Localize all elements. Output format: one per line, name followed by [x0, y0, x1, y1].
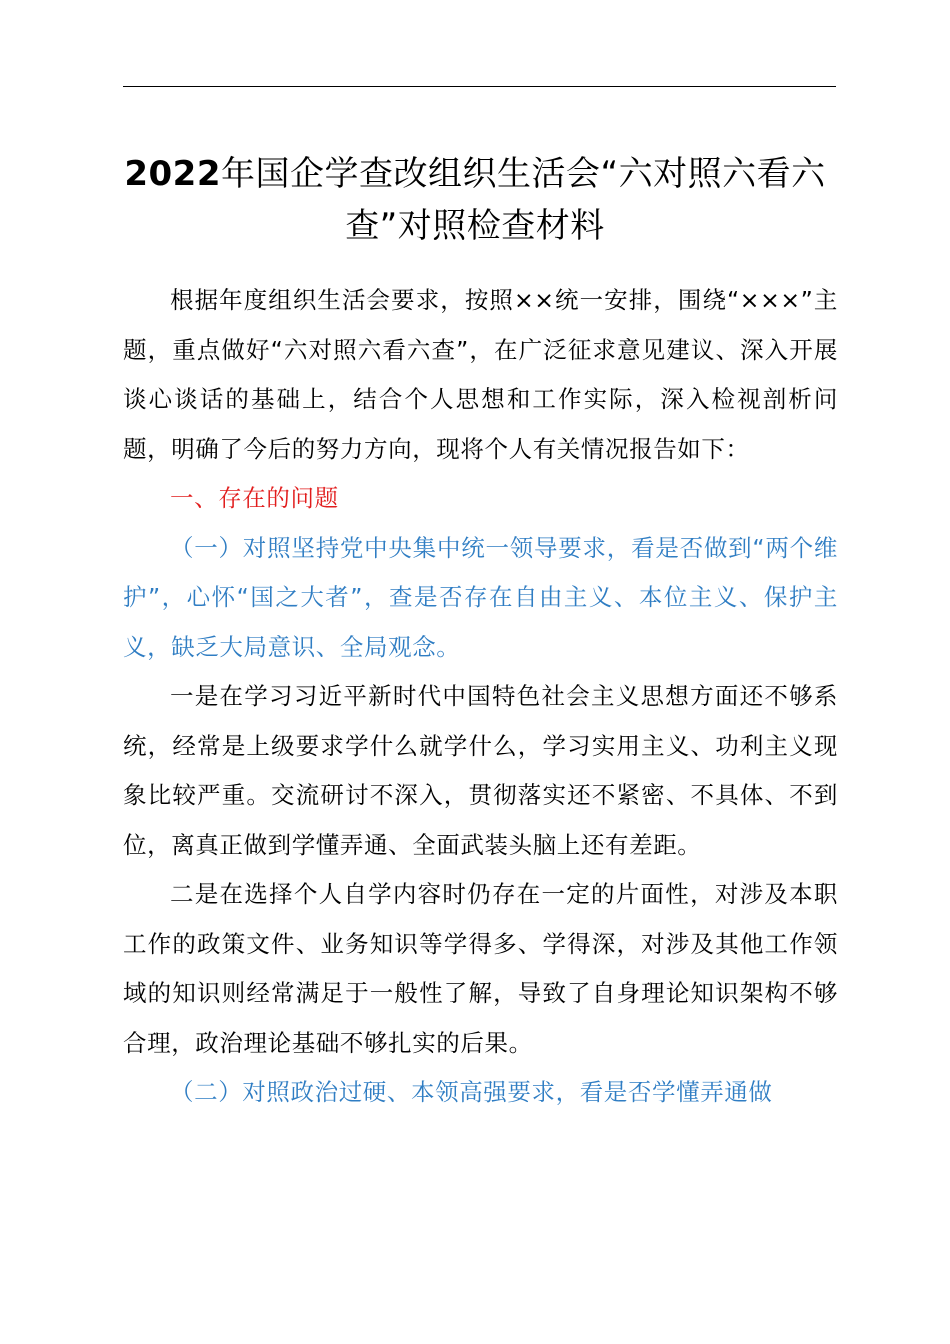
title-text: 年国企学查改组织生活会“六对照六看六查”对照检查材料	[221, 154, 826, 246]
title-year: 2022	[124, 154, 221, 194]
document-body	[123, 276, 838, 1118]
document-title	[100, 148, 850, 252]
intro-paragraph: 根据年度组织生活会要求，按照××统一安排，围绕“×××”主题，重点做好“六对照六看六查”，在广泛征求意见建议、深入开展谈心谈话的基础上，结合个人思想和工作实际，深入检视剖析问题，明确了今后的努力方向，现将个人有关情况报告如下：	[123, 286, 838, 463]
subsection-heading-2: （二）对照政治过硬、本领高强要求，看是否学懂弄通做	[170, 1078, 773, 1106]
header-rule	[123, 86, 836, 87]
point-paragraph-1: 一是在学习习近平新时代中国特色社会主义思想方面还不够系统，经常是上级要求学什么就学什么，学习实用主义、功利主义现象比较严重。交流研讨不深入，贯彻落实还不紧密、不具体、不到位，离真正做到学懂弄通、全面武装头脑上还有差距。	[123, 682, 838, 859]
point-paragraph-2: 二是在选择个人自学内容时仍存在一定的片面性，对涉及本职工作的政策文件、业务知识等学得多、学得深，对涉及其他工作领域的知识则经常满足于一般性了解，导致了自身理论知识架构不够合理，政治理论基础不够扎实的后果。	[123, 880, 838, 1057]
section-heading-problems: 一、存在的问题	[170, 484, 339, 512]
subsection-heading-1: （一）对照坚持党中央集中统一领导要求，看是否做到“两个维护”，心怀“国之大者”，查是否存在自由主义、本位主义、保护主义，缺乏大局意识、全局观念。	[123, 533, 838, 661]
